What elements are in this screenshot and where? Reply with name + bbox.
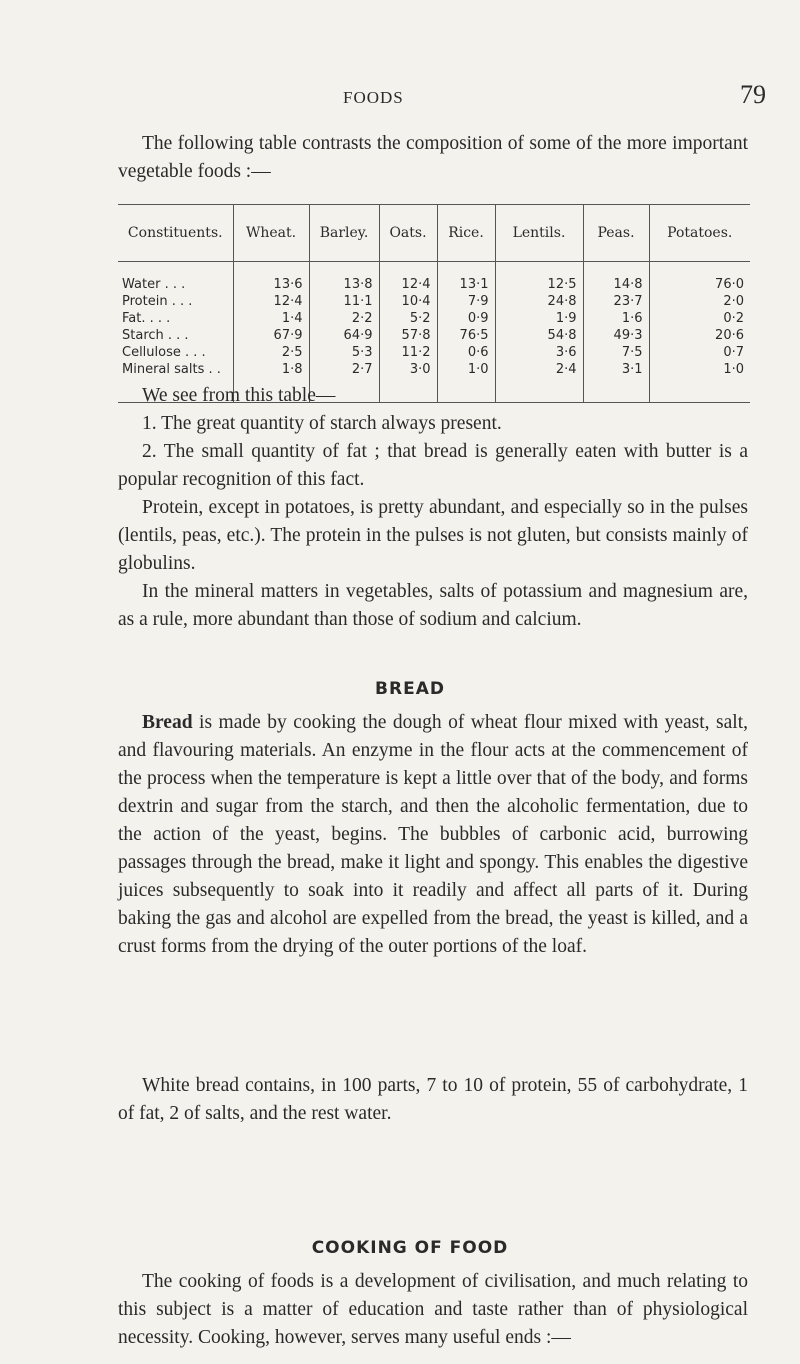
table-cell: 0·7 [649,344,750,361]
column-header: Wheat. [233,205,309,262]
table-cell: 13·1 [437,262,495,294]
table-row [118,327,750,344]
section-heading-cooking: COOKING OF FOOD [311,1238,509,1258]
paragraph-text: is made by cooking the dough of wheat flour mixed with yeast, salt, and flavouring materials. An enzyme in the flour acts at the commencement of the process when the temperature is kept a little over that of the body, and forms dextrin and sugar from the starch, and then the alcoholic fermentation, due to the action of the yeast, begins. The bubbles of carbonic acid, burrowing passages through the bread, make it light and spongy. This enables the digestive juices subsequently to soak into it readily and affect all parts of it. During baking the gas and alcohol are expelled from the bread, the yeast is killed, and a crust forms from the drying of the outer portions of the loaf. [118,712,748,957]
table-cell: 1·6 [583,310,649,327]
table-cell: 12·4 [233,293,309,310]
constituent-name [118,262,233,294]
table-cell: 1·4 [233,310,309,327]
table-row [118,310,750,327]
column-header: Rice. [437,205,495,262]
dot-leader: . . . [163,328,189,343]
table-cell: 11·1 [309,293,379,310]
constituent-name [118,344,233,361]
table-cell: 1·0 [437,361,495,403]
row-label: Starch [122,328,164,343]
table-cell: 1·9 [495,310,583,327]
table-cell: 7·5 [583,344,649,361]
body-paragraph [118,709,748,961]
column-header: Potatoes. [649,205,750,262]
row-label: Water [122,277,161,292]
body-paragraph: The cooking of foods is a development of civilisation, and much relating to this subject is a matter of education and taste rather than of physiological necessity. Cooking, however, serves many useful ends :— [118,1271,748,1348]
column-header: Lentils. [495,205,583,262]
intro-paragraph: The following table contrasts the composition of some of the more important vegetable foods :— [118,133,748,182]
row-label: Cellulose [122,345,181,360]
table-cell: 67·9 [233,327,309,344]
running-head [0,80,800,110]
table-cell: 49·3 [583,327,649,344]
constituent-name [118,293,233,310]
body-paragraph: Protein, except in potatoes, is pretty abundant, and especially so in the pulses (lentils, peas, etc.). The protein in the pulses is not gluten, but consists mainly of globulins. [118,497,748,574]
table-cell: 11·2 [379,344,437,361]
table-cell: 14·8 [583,262,649,294]
section-heading-bread: BREAD [375,679,445,699]
table-cell: 2·4 [495,361,583,403]
table-cell: 0·2 [649,310,750,327]
dot-leader: . . . [160,277,186,292]
table-cell: 57·8 [379,327,437,344]
dot-leader: . . . . [141,311,171,326]
column-header: Peas. [583,205,649,262]
table-cell: 20·6 [649,327,750,344]
table-cell: 10·4 [379,293,437,310]
row-label: Protein [122,294,168,309]
dot-leader: . . . [180,345,206,360]
table-cell: 76·0 [649,262,750,294]
column-header: Constituents. [118,205,233,262]
table-cell: 24·8 [495,293,583,310]
page-number: 79 [740,80,766,109]
body-paragraph: In the mineral matters in vegetables, salts of potassium and magnesium are, as a rule, more abundant than those of sodium and calcium. [118,581,748,630]
table-cell: 13·6 [233,262,309,294]
constituent-name [118,327,233,344]
dot-leader: . . [204,362,221,377]
table-cell: 1·8 [233,361,309,403]
body-paragraph: White bread contains, in 100 parts, 7 to 10 of protein, 55 of carbohydrate, 1 of fat, 2 of salts, and the rest water. [118,1075,748,1124]
table-cell: 0·6 [437,344,495,361]
table-cell: 12·4 [379,262,437,294]
table-cell: 5·2 [379,310,437,327]
table-row [118,262,750,294]
table-cell: 2·5 [233,344,309,361]
column-header: Oats. [379,205,437,262]
table-cell: 13·8 [309,262,379,294]
table-cell: 2·7 [309,361,379,403]
column-header: Barley. [309,205,379,262]
table-header-row [118,205,750,262]
list-item: 1. The great quantity of starch always present. [142,413,502,434]
table-cell: 0·9 [437,310,495,327]
table-cell: 12·5 [495,262,583,294]
dot-leader: . . . [167,294,193,309]
row-label: Fat [122,311,142,326]
constituent-name [118,310,233,327]
composition-table [118,204,750,403]
table-cell: 64·9 [309,327,379,344]
row-label: Mineral salts [122,362,205,377]
table-cell: 2·0 [649,293,750,310]
table-cell: 3·1 [583,361,649,403]
table-cell: 5·3 [309,344,379,361]
table-row [118,293,750,310]
body-paragraph: We see from this table— [142,385,336,406]
running-title: FOODS [343,88,404,107]
table-cell: 1·0 [649,361,750,403]
table-cell: 54·8 [495,327,583,344]
list-item: 2. The small quantity of fat ; that bread is generally eaten with butter is a popular recognition of this fact. [118,441,748,490]
table-row [118,344,750,361]
table-cell: 3·6 [495,344,583,361]
table-cell: 3·0 [379,361,437,403]
table-cell: 2·2 [309,310,379,327]
table-cell: 23·7 [583,293,649,310]
lead-word: Bread [142,712,193,733]
table-cell: 7·9 [437,293,495,310]
table-cell: 76·5 [437,327,495,344]
